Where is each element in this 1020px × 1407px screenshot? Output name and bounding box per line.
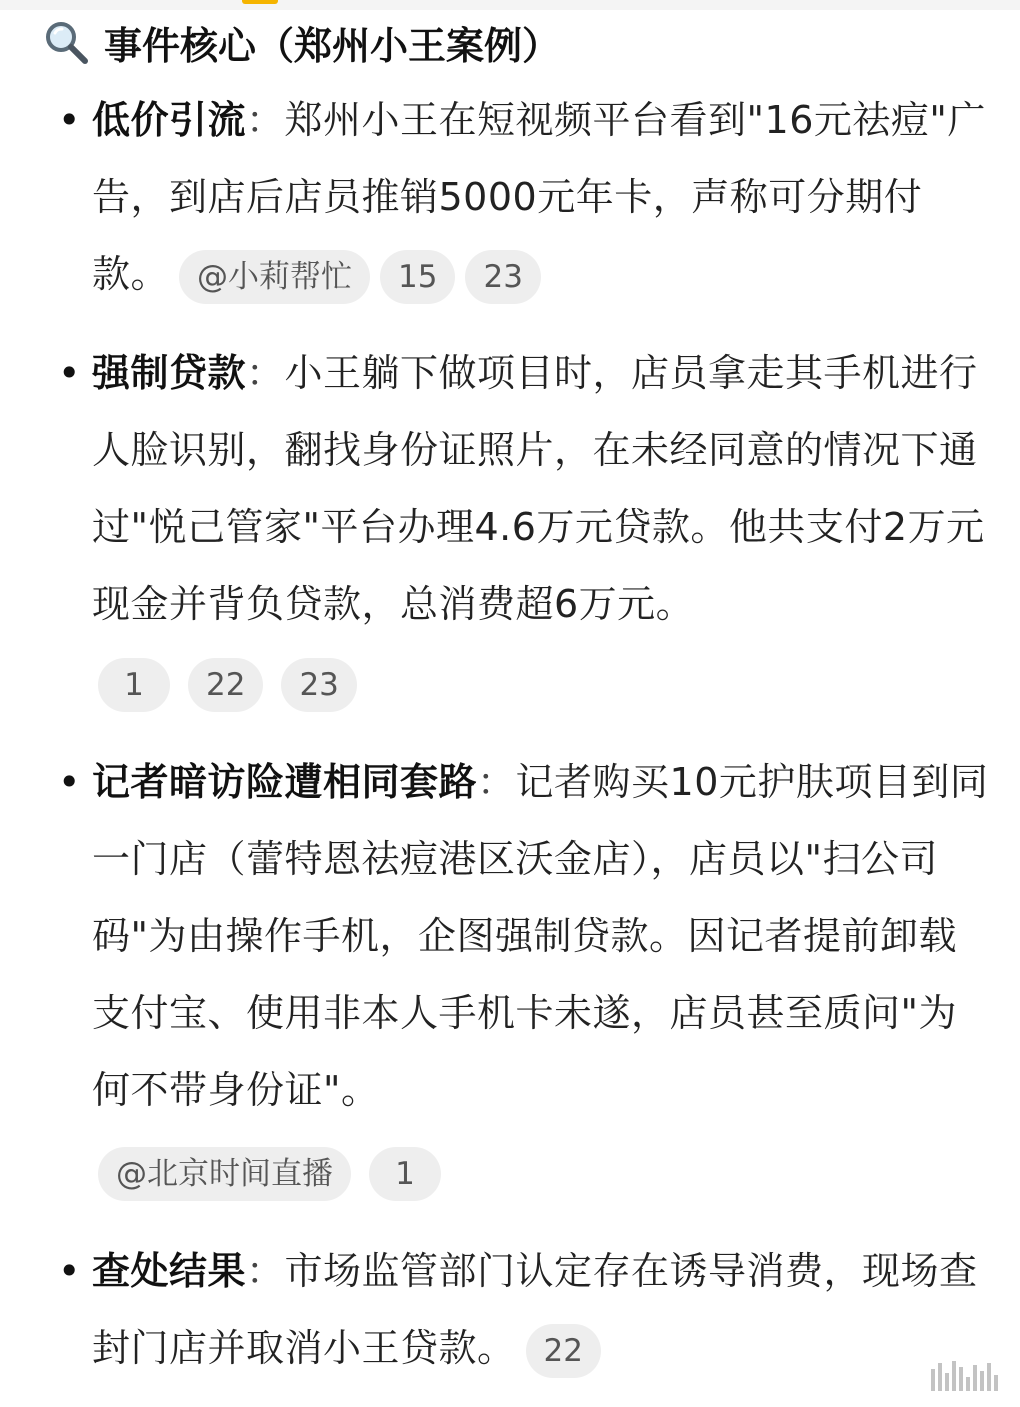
citation-chip[interactable]: 23 bbox=[281, 658, 356, 712]
heading-title: 事件核心（郑州小王案例） bbox=[104, 23, 561, 68]
bullet: • bbox=[58, 760, 81, 804]
citation-chip[interactable]: 15 bbox=[380, 250, 455, 304]
item-colon: ： bbox=[477, 760, 516, 804]
item-term: 查处结果 bbox=[92, 1249, 247, 1293]
citation-row bbox=[98, 1147, 441, 1201]
item-body: 郑州小王在短视频平台看到"16元祛痘"广告，到店后店员推销5000元年卡，声称可分期付款。 bbox=[92, 98, 986, 296]
item-term: 低价引流 bbox=[92, 98, 247, 142]
citation-chip[interactable]: 23 bbox=[465, 250, 540, 304]
item-body: 小王躺下做项目时，店员拿走其手机进行人脸识别，翻找身份证照片，在未经同意的情况下通过"悦己管家"平台办理4.6万元贷款。他共支付2万元现金并背负贷款，总消费超6万元。 bbox=[92, 351, 985, 626]
top-strip bbox=[0, 0, 1020, 10]
item-body: 市场监管部门认定存在诱导消费，现场查封门店并取消小王贷款。 bbox=[92, 1249, 978, 1370]
item-term: 强制贷款 bbox=[92, 351, 247, 395]
citation-chip[interactable]: 22 bbox=[526, 1324, 601, 1378]
source-chip[interactable]: @小莉帮忙 bbox=[179, 250, 370, 304]
section-heading bbox=[42, 14, 560, 70]
item-colon: ： bbox=[246, 98, 285, 142]
citation-chip[interactable]: 1 bbox=[98, 658, 170, 712]
watermark-bars-icon bbox=[931, 1361, 998, 1391]
bullet: • bbox=[58, 351, 81, 395]
item-colon: ： bbox=[246, 351, 285, 395]
active-tab-indicator bbox=[242, 0, 278, 4]
bullet: • bbox=[58, 98, 81, 142]
bullet: • bbox=[58, 1249, 81, 1293]
citation-chip[interactable]: 22 bbox=[188, 658, 263, 712]
item-colon: ： bbox=[246, 1249, 285, 1293]
list-item-result bbox=[58, 1233, 992, 1387]
citation-chip[interactable]: 1 bbox=[369, 1147, 441, 1201]
item-term: 记者暗访险遭相同套路 bbox=[92, 760, 478, 804]
list-item-forced-loan bbox=[58, 335, 992, 643]
source-chip[interactable]: @北京时间直播 bbox=[98, 1147, 351, 1201]
list-item-reporter bbox=[58, 744, 992, 1129]
list-item-low-price bbox=[58, 82, 992, 313]
search-icon bbox=[42, 18, 90, 66]
citation-row bbox=[98, 658, 357, 712]
item-body: 记者购买10元护肤项目到同一门店（蕾特恩祛痘港区沃金店），店员以"扫公司码"为由操作手机，企图强制贷款。因记者提前卸载支付宝、使用非本人手机卡未遂，店员甚至质问"为何不带身份证"。 bbox=[92, 760, 989, 1112]
